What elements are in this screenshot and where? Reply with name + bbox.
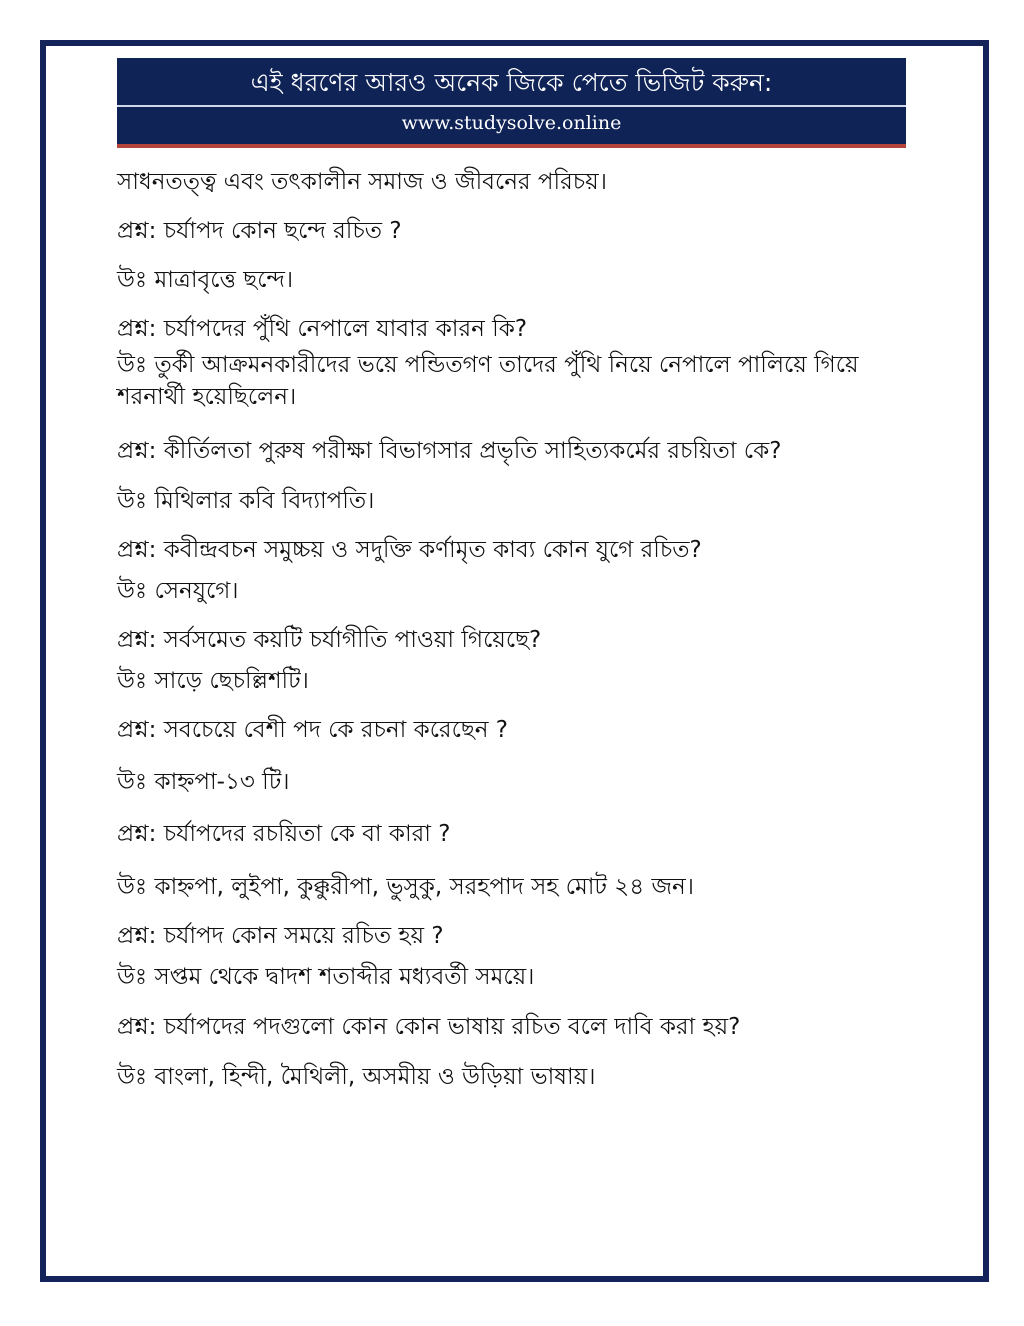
answer-line: উঃ সেনযুগে। <box>117 578 239 604</box>
question-line: প্রশ্ন: চর্যাপদ কোন ছন্দে রচিত ? <box>117 218 402 244</box>
question-line: প্রশ্ন: কীর্তিলতা পুরুষ পরীক্ষা বিভাগসার প্রভৃতি সাহিত্যকর্মের রচয়িতা কে? <box>117 438 782 464</box>
answer-line: উঃ কাহ্নপা, লুইপা, কুক্কুরীপা, ভুসুকু, সরহপাদ সহ মোট ২৪ জন। <box>117 874 694 900</box>
question-line: প্রশ্ন: চর্যাপদের পুঁথি নেপালে যাবার কারন কি? <box>117 316 528 342</box>
question-line: প্রশ্ন: চর্যাপদ কোন সময়ে রচিত হয় ? <box>117 923 444 949</box>
website-link[interactable]: www.studysolve.online <box>401 112 622 134</box>
answer-line: উঃ মিথিলার কবি বিদ্যাপতি। <box>117 488 375 514</box>
answer-line: উঃ সপ্তম থেকে দ্বাদশ শতাব্দীর মধ্যবর্তী সময়ে। <box>117 964 535 990</box>
question-line: প্রশ্ন: সবচেয়ে বেশী পদ কে রচনা করেছেন ? <box>117 717 509 743</box>
qa-content <box>117 166 917 1093</box>
question-line: প্রশ্ন: কবীন্দ্রবচন সমুচ্চয় ও সদুক্তি কর্ণামৃত কাব্য কোন যুগে রচিত? <box>117 537 702 563</box>
banner-title: এই ধরণের আরও অনেক জিকে পেতে ভিজিট করুন: <box>250 68 773 97</box>
question-line: প্রশ্ন: সর্বসমেত কয়টি চর্যাগীতি পাওয়া গিয়েছে? <box>117 627 542 653</box>
header-banner <box>117 58 906 148</box>
answer-line: উঃ মাত্রাবৃত্তে ছন্দে। <box>117 267 294 293</box>
answer-line: উঃ তুর্কী আক্রমনকারীদের ভয়ে পন্ডিতগণ তাদের পুঁথি নিয়ে নেপালে পালিয়ে গিয়ে শরনার্থী হয়েছিলেন। <box>117 352 859 410</box>
question-line: প্রশ্ন: চর্যাপদের পদগুলো কোন কোন ভাষায় রচিত বলে দাবি করা হয়? <box>117 1014 741 1040</box>
banner-divider <box>117 105 906 107</box>
answer-line: উঃ কাহ্নপা-১৩ টি। <box>117 769 290 795</box>
intro-line: সাধনতত্ত্ব এবং তৎকালীন সমাজ ও জীবনের পরিচয়। <box>117 169 607 195</box>
question-line: প্রশ্ন: চর্যাপদের রচয়িতা কে বা কারা ? <box>117 821 451 847</box>
answer-line: উঃ বাংলা, হিন্দী, মৈথিলী, অসমীয় ও উড়িয়া ভাষায়। <box>117 1064 596 1090</box>
answer-line: উঃ সাড়ে ছেচল্লিশটি। <box>117 668 309 694</box>
